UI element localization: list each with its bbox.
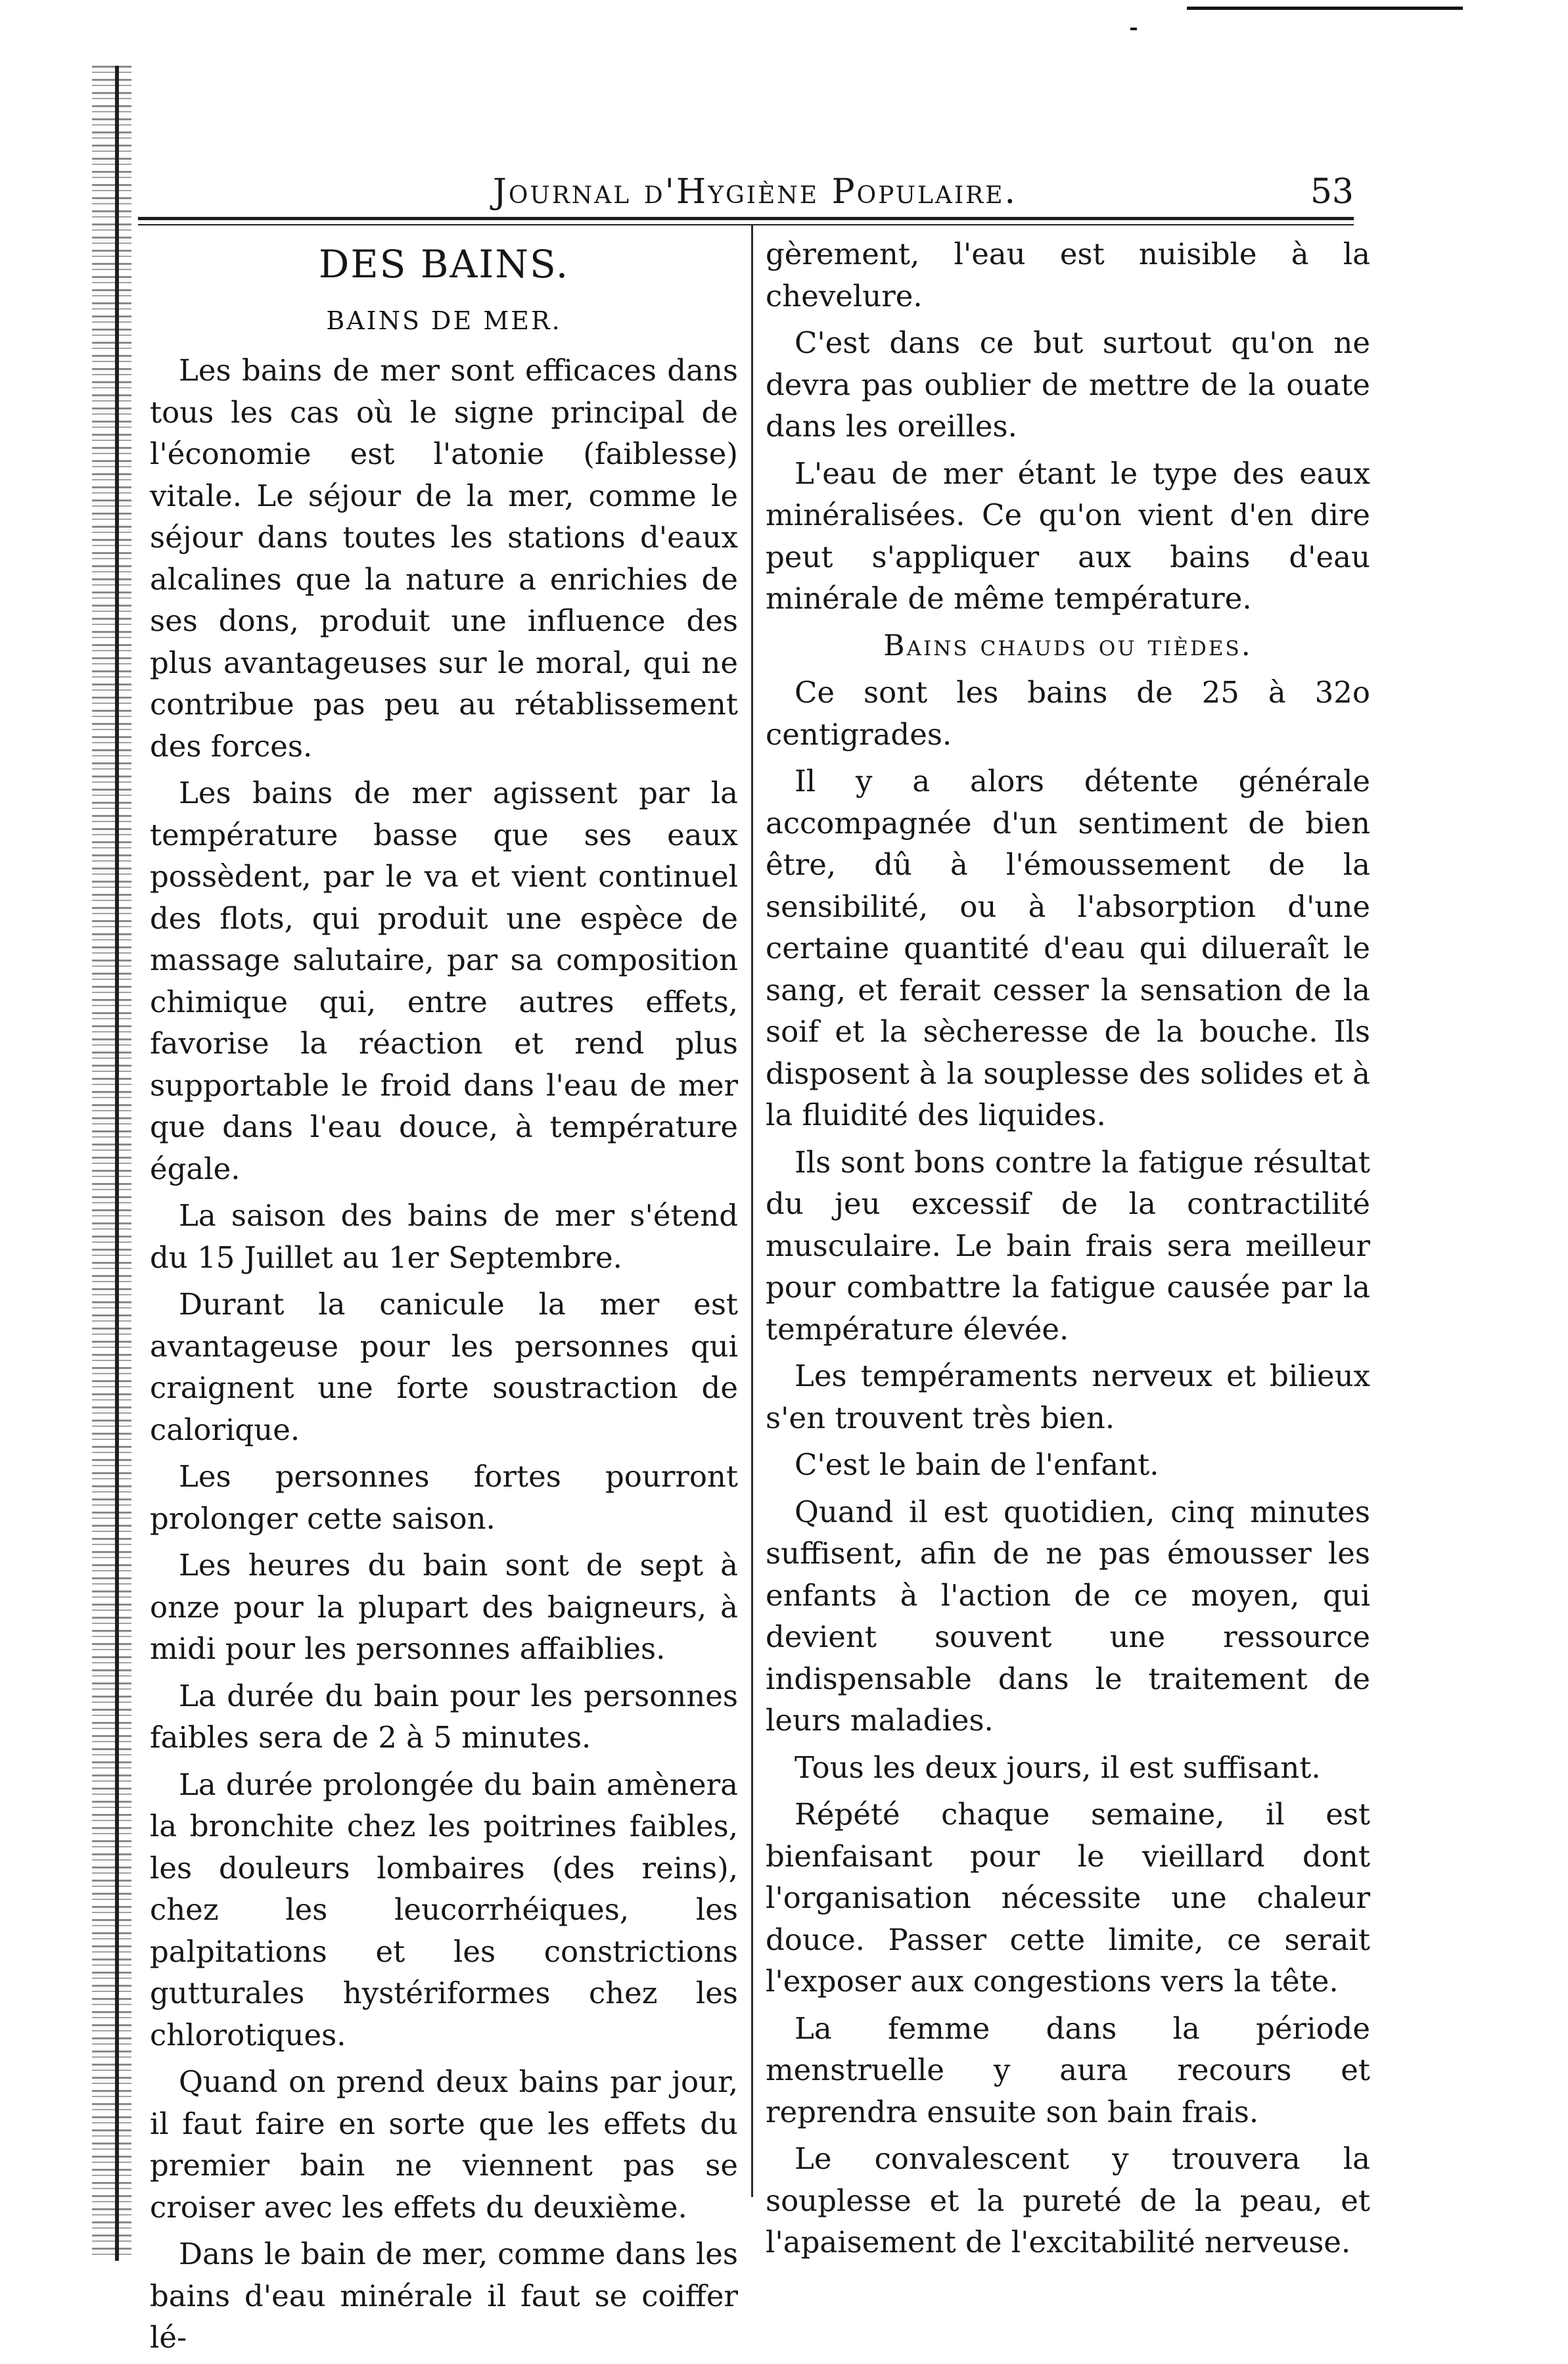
page-header (151, 172, 1354, 218)
article-title: DES BAINS. (318, 242, 570, 287)
paragraph: Tous les deux jours, il est suffisant. (795, 1750, 1321, 1785)
paragraph: C'est le bain de l'enfant. (795, 1447, 1159, 1482)
header-rule-thin (138, 224, 1354, 225)
paragraph: La durée du bain pour les personnes faibles sera de 2 à 5 minutes. (150, 1678, 738, 1755)
paragraph: Le convalescent y trouvera la souplesse et la pureté de la peau, et l'apaisement de l'excitabilité nerveuse. (766, 2141, 1370, 2260)
top-mark (1130, 28, 1137, 30)
section-heading-bains-chauds: Bains chauds ou tièdes. (883, 628, 1253, 662)
left-column (150, 233, 738, 2364)
paragraph: La saison des bains de mer s'étend du 15 Juillet au 1er Septembre. (150, 1198, 738, 1275)
paragraph: C'est dans ce but surtout qu'on ne devra pas oublier de mettre de la ouate dans les oreilles. (766, 325, 1370, 444)
paragraph: Les bains de mer agissent par la température basse que ses eaux possèdent, par le va et vient continuel des flots, qui produit une espèce de massage salutaire, par sa composition chimique qui, entre autres effets, favorise la réaction et rend plus supportable le froid dans l'eau de mer que dans l'eau douce, à température égale. (150, 776, 738, 1186)
paragraph: L'eau de mer étant le type des eaux minéralisées. Ce qu'on vient d'en dire peut s'appliquer aux bains d'eau minérale de même température. (766, 455, 1370, 616)
paragraph: Les personnes fortes pourront prolonger cette saison. (150, 1459, 738, 1536)
paragraph: Les heures du bain sont de sept à onze pour la plupart des baigneurs, à midi pour les personnes affaiblies. (150, 1548, 738, 1666)
header-rule (138, 217, 1354, 220)
paragraph: Les tempéraments nerveux et bilieux s'en trouvent très bien. (766, 1358, 1370, 1435)
running-head: Journal d'Hygiène Populaire. (493, 172, 1018, 212)
paragraph: Dans le bain de mer, comme dans les bains d'eau minérale il faut se coiffer lé- (150, 2237, 738, 2355)
paragraph: Quand il est quotidien, cinq minutes suffisent, afin de ne pas émousser les enfants à l'action de ce moyen, qui devient souvent une ressource indispensable dans le traitement de leurs maladies. (766, 1494, 1370, 1738)
page-number: 53 (1310, 172, 1354, 212)
paragraph: La durée prolongée du bain amènera la bronchite chez les poitrines faibles, les douleurs lombaires (des reins), chez les leucorrhéiques, les palpitations et les constrictions gutturales hystériformes chez les chlorotiques. (150, 1767, 738, 2052)
top-rule (1187, 7, 1463, 10)
paragraph: Durant la canicule la mer est avantageuse pour les personnes qui craignent une forte soustraction de calorique. (150, 1287, 738, 1447)
paragraph: Les bains de mer sont efficaces dans tous les cas où le signe principal de l'économie est l'atonie (faiblesse) vitale. Le séjour de la mer, comme le séjour dans toutes les stations d'eaux alcalines que la nature a enrichies de ses dons, produit une influence des plus avantageuses sur le moral, qui ne contribue pas peu au rétablissement des forces. (150, 353, 738, 764)
paragraph: Quand on prend deux bains par jour, il faut faire en sorte que les effets du premier bain ne viennent pas se croiser avec les effets du deuxième. (150, 2064, 738, 2225)
paragraph: Il y a alors détente générale accompagnée d'un sentiment de bien être, dû à l'émoussement de la sensibilité, ou à l'absorption d'une certaine quantité d'eau qui dilueraît le sang, et ferait cesser la sensation de la soif et la sècheresse de la bouche. Ils disposent à la souplesse des solides et à la fluidité des liquides. (766, 764, 1370, 1132)
paragraph: Ce sont les bains de 25 à 32o centigrades. (766, 675, 1370, 752)
right-column (766, 233, 1370, 2269)
paragraph: Ils sont bons contre la fatigue résultat du jeu excessif de la contractilité musculaire. Le bain frais sera meilleur pour combattre la fatigue causée par la température élevée. (766, 1144, 1370, 1347)
gutter-shadow (115, 66, 119, 2261)
book-binding-edge (92, 66, 131, 2261)
section-heading-bains-de-mer: BAINS DE MER. (326, 306, 562, 335)
paragraph: La femme dans la période menstruelle y aura recours et reprendra ensuite son bain frais. (766, 2010, 1370, 2129)
column-divider (751, 225, 753, 2197)
paragraph-continuation: gèrement, l'eau est nuisible à la chevelure. (766, 237, 1370, 313)
paragraph: Répété chaque semaine, il est bienfaisant pour le vieillard dont l'organisation nécessite une chaleur douce. Passer cette limite, ce serait l'exposer aux congestions vers la tête. (766, 1797, 1370, 1999)
